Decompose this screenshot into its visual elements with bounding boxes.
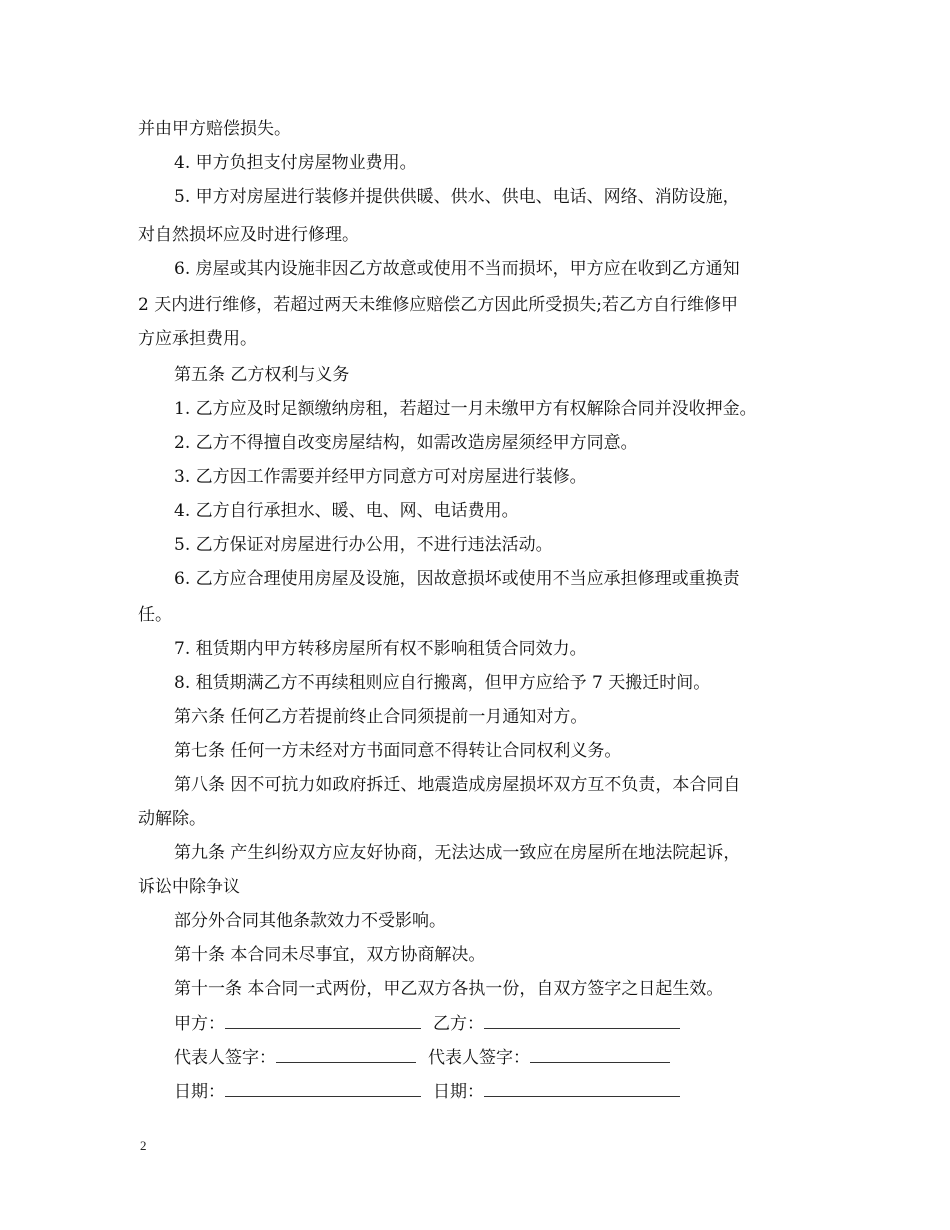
text-line: 6. 房屋或其内设施非因乙方故意或使用不当而损坏，甲方应在收到乙方通知 xyxy=(174,259,740,279)
text-line: 诉讼中除争议 xyxy=(138,877,240,897)
text-line: 7. 租赁期内甲方转移房屋所有权不影响租赁合同效力。 xyxy=(174,639,587,659)
text-line: 并由甲方赔偿损失。 xyxy=(138,119,291,139)
text-line: 方应承担费用。 xyxy=(138,329,257,349)
rep-b-label: 代表人签字： xyxy=(428,1048,530,1068)
rep-b-blank[interactable] xyxy=(530,1046,670,1063)
text-line: 第九条 产生纠纷双方应友好协商，无法达成一致应在房屋所在地法院起诉， xyxy=(174,843,741,863)
section-heading: 第五条 乙方权利与义务 xyxy=(174,365,350,385)
date-a-blank[interactable] xyxy=(225,1080,421,1097)
date-a-label: 日期： xyxy=(174,1082,225,1102)
text-line: 5. 乙方保证对房屋进行办公用，不进行违法活动。 xyxy=(174,535,553,555)
page-number: 2 xyxy=(140,1138,147,1153)
text-line: 4. 甲方负担支付房屋物业费用。 xyxy=(174,153,417,173)
party-a-blank[interactable] xyxy=(225,1012,421,1029)
text-line: 8. 租赁期满乙方不再续租则应自行搬离，但甲方应给予 7 天搬迁时间。 xyxy=(174,673,711,693)
rep-a-label: 代表人签字： xyxy=(174,1048,276,1068)
text-line: 2. 乙方不得擅自改变房屋结构，如需改造房屋须经甲方同意。 xyxy=(174,433,638,453)
text-line: 3. 乙方因工作需要并经甲方同意方可对房屋进行装修。 xyxy=(174,467,587,487)
signature-row-date xyxy=(174,1080,680,1103)
text-line: 5. 甲方对房屋进行装修并提供供暖、供水、供电、电话、网络、消防设施， xyxy=(174,187,740,207)
text-line: 第六条 任何乙方若提前终止合同须提前一月通知对方。 xyxy=(174,707,588,727)
rep-a-blank[interactable] xyxy=(276,1046,416,1063)
text-line: 1. 乙方应及时足额缴纳房租，若超过一月未缴甲方有权解除合同并没收押金。 xyxy=(174,399,757,419)
party-a-label: 甲方： xyxy=(174,1014,225,1034)
signature-row-representative xyxy=(174,1046,670,1069)
text-line: 4. 乙方自行承担水、暖、电、网、电话费用。 xyxy=(174,501,519,521)
text-line: 第八条 因不可抗力如政府拆迁、地震造成房屋损坏双方互不负责，本合同自 xyxy=(174,775,741,795)
text-line: 动解除。 xyxy=(138,809,206,829)
text-line: 任。 xyxy=(138,605,172,625)
text-line: 2 天内进行维修，若超过两天未维修应赔偿乙方因此所受损失;若乙方自行维修甲 xyxy=(138,295,738,315)
date-b-label: 日期： xyxy=(433,1082,484,1102)
text-line: 第十条 本合同未尽事宜，双方协商解决。 xyxy=(174,945,486,965)
text-line: 对自然损坏应及时进行修理。 xyxy=(138,225,359,245)
text-line: 部分外合同其他条款效力不受影响。 xyxy=(174,911,446,931)
text-line: 第十一条 本合同一式两份，甲乙双方各执一份，自双方签字之日起生效。 xyxy=(174,979,724,999)
text-line: 6. 乙方应合理使用房屋及设施，因故意损坏或使用不当应承担修理或重换责 xyxy=(174,569,740,589)
signature-row-party xyxy=(174,1012,680,1035)
text-line: 第七条 任何一方未经对方书面同意不得转让合同权利义务。 xyxy=(174,741,622,761)
party-b-label: 乙方： xyxy=(433,1014,484,1034)
party-b-blank[interactable] xyxy=(484,1012,680,1029)
date-b-blank[interactable] xyxy=(484,1080,680,1097)
